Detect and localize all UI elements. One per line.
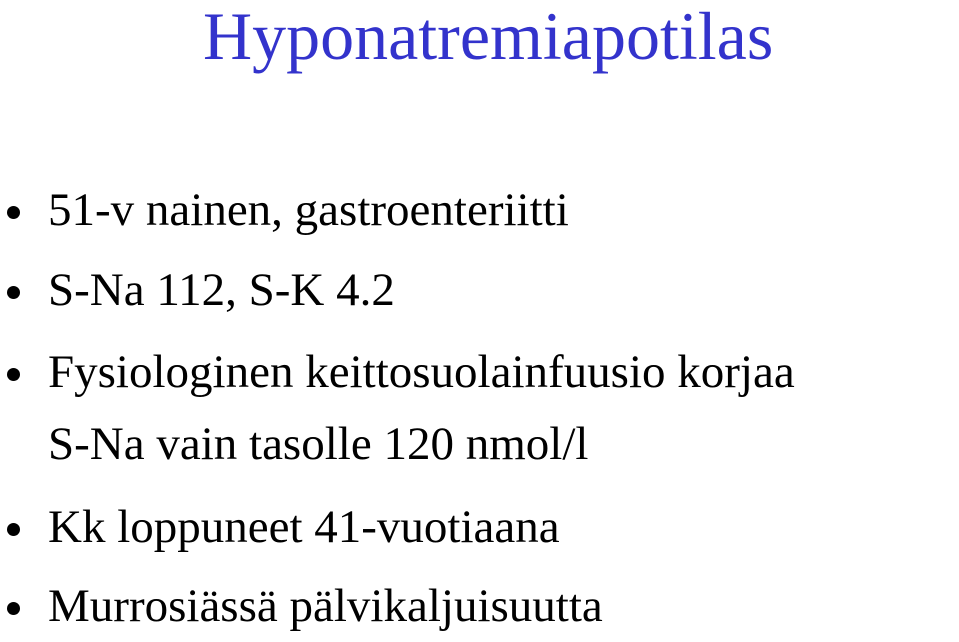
bullet-dot-icon	[7, 523, 20, 536]
bullet-text	[48, 570, 603, 642]
bullet-text	[48, 336, 795, 480]
bullet-text	[48, 491, 560, 563]
bullet-dot-icon	[7, 368, 20, 381]
bullet-dot-icon	[7, 206, 20, 219]
bullet-line: 51-v nainen, gastroenteriitti	[48, 184, 569, 236]
slide-title: Hyponatremiapotilas	[203, 0, 774, 74]
bullet-text	[48, 254, 395, 326]
bullet-text	[48, 174, 569, 246]
bullet-line: S-Na 112, S-K 4.2	[48, 264, 395, 316]
bullet-dot-icon	[7, 602, 20, 615]
bullet-line: Kk loppuneet 41-vuotiaana	[48, 501, 560, 553]
bullet-line: Murrosiässä pälvikaljuisuutta	[48, 580, 603, 632]
bullet-dot-icon	[7, 286, 20, 299]
bullet-line: Fysiologinen keittosuolainfuusio korjaa	[48, 346, 795, 398]
bullet-line-continuation: S-Na vain tasolle 120 nmol/l	[48, 418, 589, 470]
